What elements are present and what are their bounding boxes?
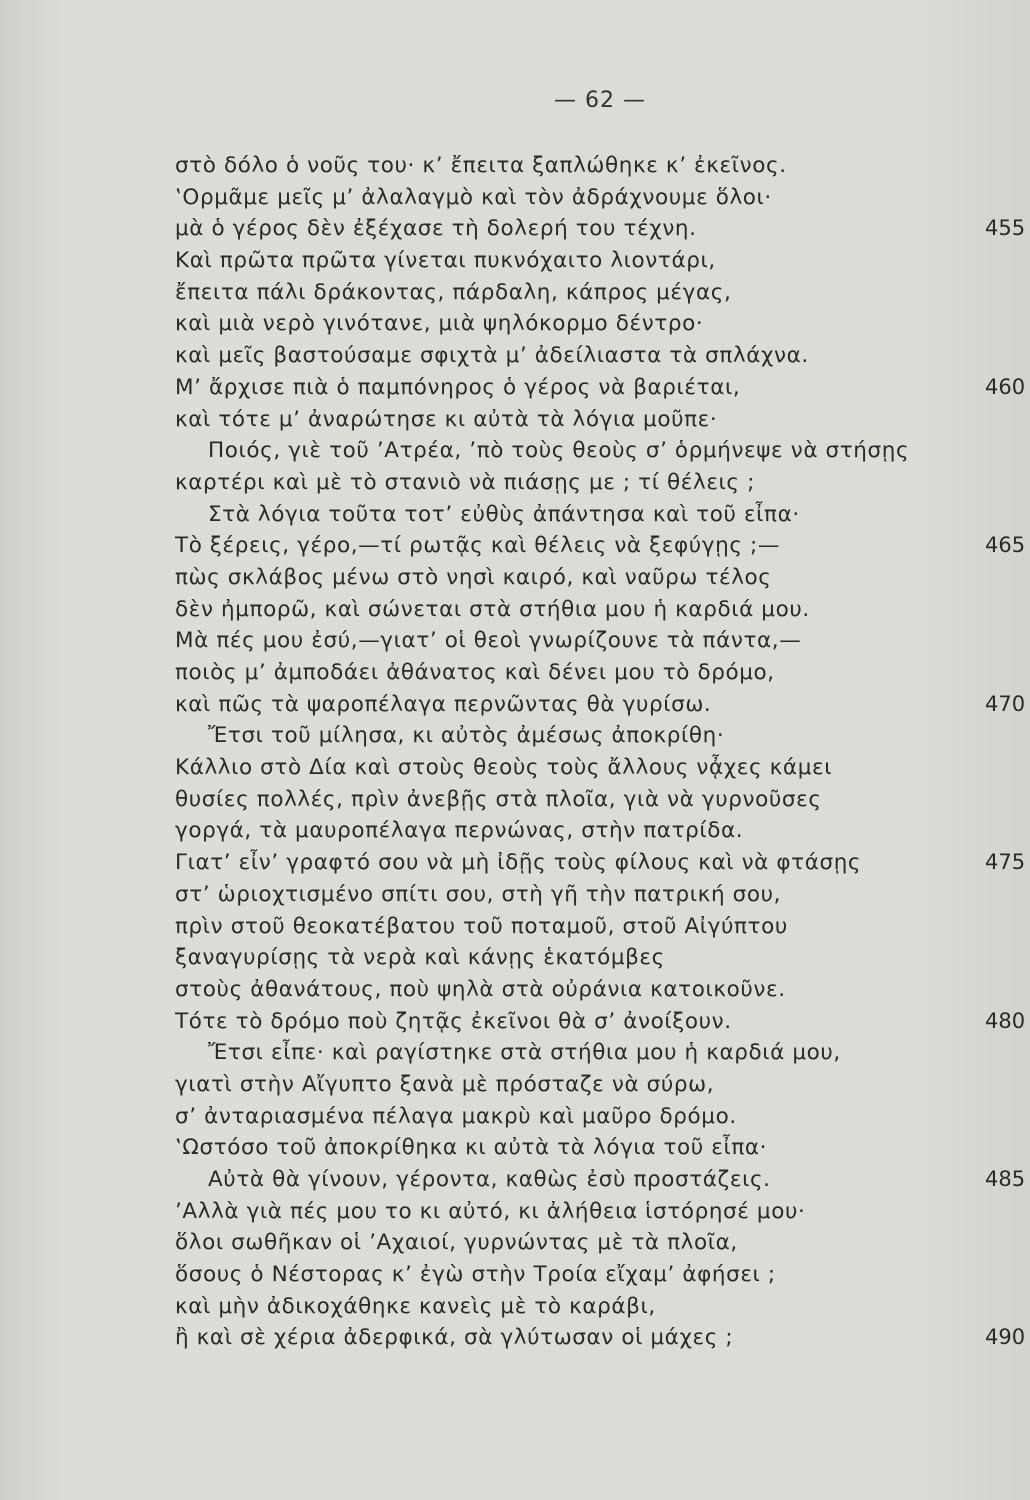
- verse-text: Ποιός, γιὲ τοῦ ’Ατρέα, ’πὸ τοὺς θεοὺς σ’ ὁρμήνεψε νὰ στήσῃς: [208, 438, 910, 464]
- verse-line: [0, 815, 1030, 847]
- verse-line: [0, 1069, 1030, 1101]
- verse-line: [0, 435, 1030, 467]
- verse-text: Γιατ’ εἶν’ γραφτό σου νὰ μὴ ἰδῇς τοὺς φίλους καὶ νὰ φτάσῃς: [175, 850, 862, 876]
- verse-line: [0, 530, 1030, 562]
- verse-text: ‛Ωστόσο τοῦ ἀποκρίθηκα κι αὐτὰ τὰ λόγια τοῦ εἶπα·: [175, 1135, 768, 1161]
- verse-line: [0, 720, 1030, 752]
- verse-text: Τὸ ξέρεις, γέρο,—τί ρωτᾷς καὶ θέλεις νὰ ξεφύγῃς ;—: [175, 533, 780, 559]
- verse-text: καρτέρι καὶ μὲ τὸ στανιὸ νὰ πιάσῃς με ; τί θέλεις ;: [175, 469, 755, 495]
- line-number: 490: [985, 1325, 1026, 1350]
- verse-line: [0, 1132, 1030, 1164]
- line-number: 485: [985, 1167, 1026, 1191]
- line-number: 460: [985, 374, 1026, 399]
- line-number: 465: [985, 533, 1026, 558]
- verse-text: ἔπειτα πάλι δράκοντας, πάρδαλη, κάπρος μέγας,: [175, 279, 732, 305]
- line-number: 455: [985, 216, 1026, 241]
- verse-text: ‛Ορμᾶμε μεῖς μ’ ἀλαλαγμὸ καὶ τὸν ἀδράχνουμε ὅλοι·: [175, 184, 772, 210]
- verse-text: γοργά, τὰ μαυροπέλαγα περνώνας, στὴν πατρίδα.: [175, 818, 744, 844]
- verse-text: Τότε τὸ δρόμο ποὺ ζητᾷς ἐκεῖνοι θὰ σ’ ἀνοίξουν.: [175, 1008, 732, 1034]
- verse-text: Αὐτὰ θὰ γίνουν, γέροντα, καθὼς ἐσὺ προστάζεις.: [208, 1167, 771, 1192]
- verse-line: [0, 404, 1030, 436]
- verse-text: καὶ μὴν ἀδικοχάθηκε κανεὶς μὲ τὸ καράβι,: [175, 1293, 656, 1319]
- verse-text: Ἔτσι τοῦ μίλησα, κι αὐτὸς ἀμέσως ἀποκρίθη·: [208, 723, 725, 749]
- page-number: — 62 —: [554, 88, 646, 113]
- verse-line: [0, 150, 1030, 182]
- verse-line: [0, 1164, 1030, 1196]
- verse-text: στὸ δόλο ὁ νοῦς του· κ’ ἔπειτα ξαπλώθηκε κ’ ἐκεῖνος.: [175, 153, 787, 178]
- verse-line: [0, 1101, 1030, 1133]
- verse-text: θυσίες πολλές, πρὶν ἀνεβῇς στὰ πλοῖα, γιὰ νὰ γυρνοῦσες: [175, 786, 822, 812]
- verse-line: [0, 1037, 1030, 1069]
- verse-line: [0, 784, 1030, 816]
- verse-text: ’Αλλὰ γιὰ πές μου το κι αὐτό, κι ἀλήθεια ἱστόρησέ μου·: [175, 1198, 806, 1224]
- verse-text: Μὰ πές μου ἐσύ,—γιατ’ οἱ θεοὶ γνωρίζουνε τὰ πάντα,—: [175, 628, 802, 654]
- verse-line: [0, 1227, 1030, 1259]
- verse-text: ξαναγυρίσῃς τὰ νερὰ καὶ κάνῃς ἑκατόμβες: [175, 945, 665, 971]
- verse-line: [0, 213, 1030, 245]
- verse-text: ὅσους ὁ Νέστορας κ’ ἐγὼ στὴν Τροία εἴχαμ’ ἀφήσει ;: [175, 1262, 776, 1288]
- verse-text: καὶ τότε μ’ ἀναρώτησε κι αὐτὰ τὰ λόγια μοῦπε·: [175, 406, 718, 432]
- verse-line: [0, 277, 1030, 309]
- line-number: 470: [985, 691, 1026, 716]
- verse-text: ὅλοι σωθῆκαν οἱ ’Αχαιοί, γυρνώντας μὲ τὰ πλοῖα,: [175, 1230, 738, 1256]
- verse-line: [0, 974, 1030, 1006]
- verse-line: [0, 594, 1030, 626]
- verse-line: [0, 308, 1030, 340]
- verse-line: [0, 1196, 1030, 1228]
- verse-line: [0, 879, 1030, 911]
- verse-line: [0, 911, 1030, 943]
- verse-text: Κάλλιο στὸ Δία καὶ στοὺς θεοὺς τοὺς ἄλλους νᾆχες κάμει: [175, 755, 833, 781]
- verse-text: καὶ πῶς τὰ ψαροπέλαγα περνῶντας θὰ γυρίσω.: [175, 691, 712, 717]
- verse-line: [0, 752, 1030, 784]
- verse-text: Μ’ ἄρχισε πιὰ ὁ παμπόνηρος ὁ γέρος νὰ βαριέται,: [175, 374, 741, 400]
- verse-text: Στὰ λόγια τοῦτα τοτ’ εὐθὺς ἀπάντησα καὶ τοῦ εἶπα·: [208, 501, 800, 527]
- verse-line: [0, 1322, 1030, 1354]
- verse-line: [0, 1259, 1030, 1291]
- verse-line: [0, 245, 1030, 277]
- verse-text: καὶ μιὰ νερὸ γινότανε, μιὰ ψηλόκορμο δέντρο·: [175, 311, 704, 337]
- verse-text: δὲν ἠμπορῶ, καὶ σώνεται στὰ στήθια μου ἡ καρδιά μου.: [175, 596, 810, 622]
- verse-line: [0, 657, 1030, 689]
- line-number: 480: [985, 1008, 1026, 1033]
- verse-line: [0, 467, 1030, 499]
- verse-line: [0, 562, 1030, 594]
- verse-line: [0, 1291, 1030, 1323]
- verse-text: Ἔτσι εἶπε· καὶ ραγίστηκε στὰ στήθια μου ἡ καρδιά μου,: [208, 1040, 841, 1066]
- verse-line: [0, 689, 1030, 721]
- verse-text: πρὶν στοῦ θεοκατέβατου τοῦ ποταμοῦ, στοῦ Αἰγύπτου: [175, 913, 788, 939]
- verse-text: στοὺς ἀθανάτους, ποὺ ψηλὰ στὰ οὐράνια κατοικοῦνε.: [175, 976, 786, 1002]
- verse-block: [0, 150, 1030, 1354]
- verse-text: γιατὶ στὴν Αἴγυπτο ξανὰ μὲ πρόσταζε νὰ σύρω,: [175, 1071, 715, 1097]
- verse-line: [0, 499, 1030, 531]
- verse-text: στ’ ὡριοχτισμένο σπίτι σου, στὴ γῆ τὴν πατρική σου,: [175, 881, 782, 907]
- verse-text: πὼς σκλάβος μένω στὸ νησὶ καιρό, καὶ ναῦρω τέλος: [175, 564, 772, 590]
- verse-text: ποιὸς μ’ ἀμποδάει ἀθάνατος καὶ δένει μου τὸ δρόμο,: [175, 660, 775, 685]
- verse-line: [0, 942, 1030, 974]
- verse-line: [0, 625, 1030, 657]
- verse-line: [0, 1006, 1030, 1038]
- verse-line: [0, 847, 1030, 879]
- verse-text: καὶ μεῖς βαστούσαμε σφιχτὰ μ’ ἀδείλιαστα τὰ σπλάχνα.: [175, 343, 809, 369]
- verse-line: [0, 182, 1030, 214]
- verse-text: σ’ ἀνταριασμένα πέλαγα μακρὺ καὶ μαῦρο δρόμο.: [175, 1103, 737, 1129]
- verse-line: [0, 372, 1030, 404]
- verse-text: μὰ ὁ γέρος δὲν ἐξέχασε τὴ δολερή του τέχνη.: [175, 216, 697, 242]
- verse-text: Καὶ πρῶτα πρῶτα γίνεται πυκνόχαιτο λιοντάρι,: [175, 248, 716, 274]
- verse-text: ἢ καὶ σὲ χέρια ἀδερφικά, σὰ γλύτωσαν οἱ μάχες ;: [175, 1325, 734, 1351]
- line-number: 475: [985, 850, 1026, 875]
- verse-line: [0, 340, 1030, 372]
